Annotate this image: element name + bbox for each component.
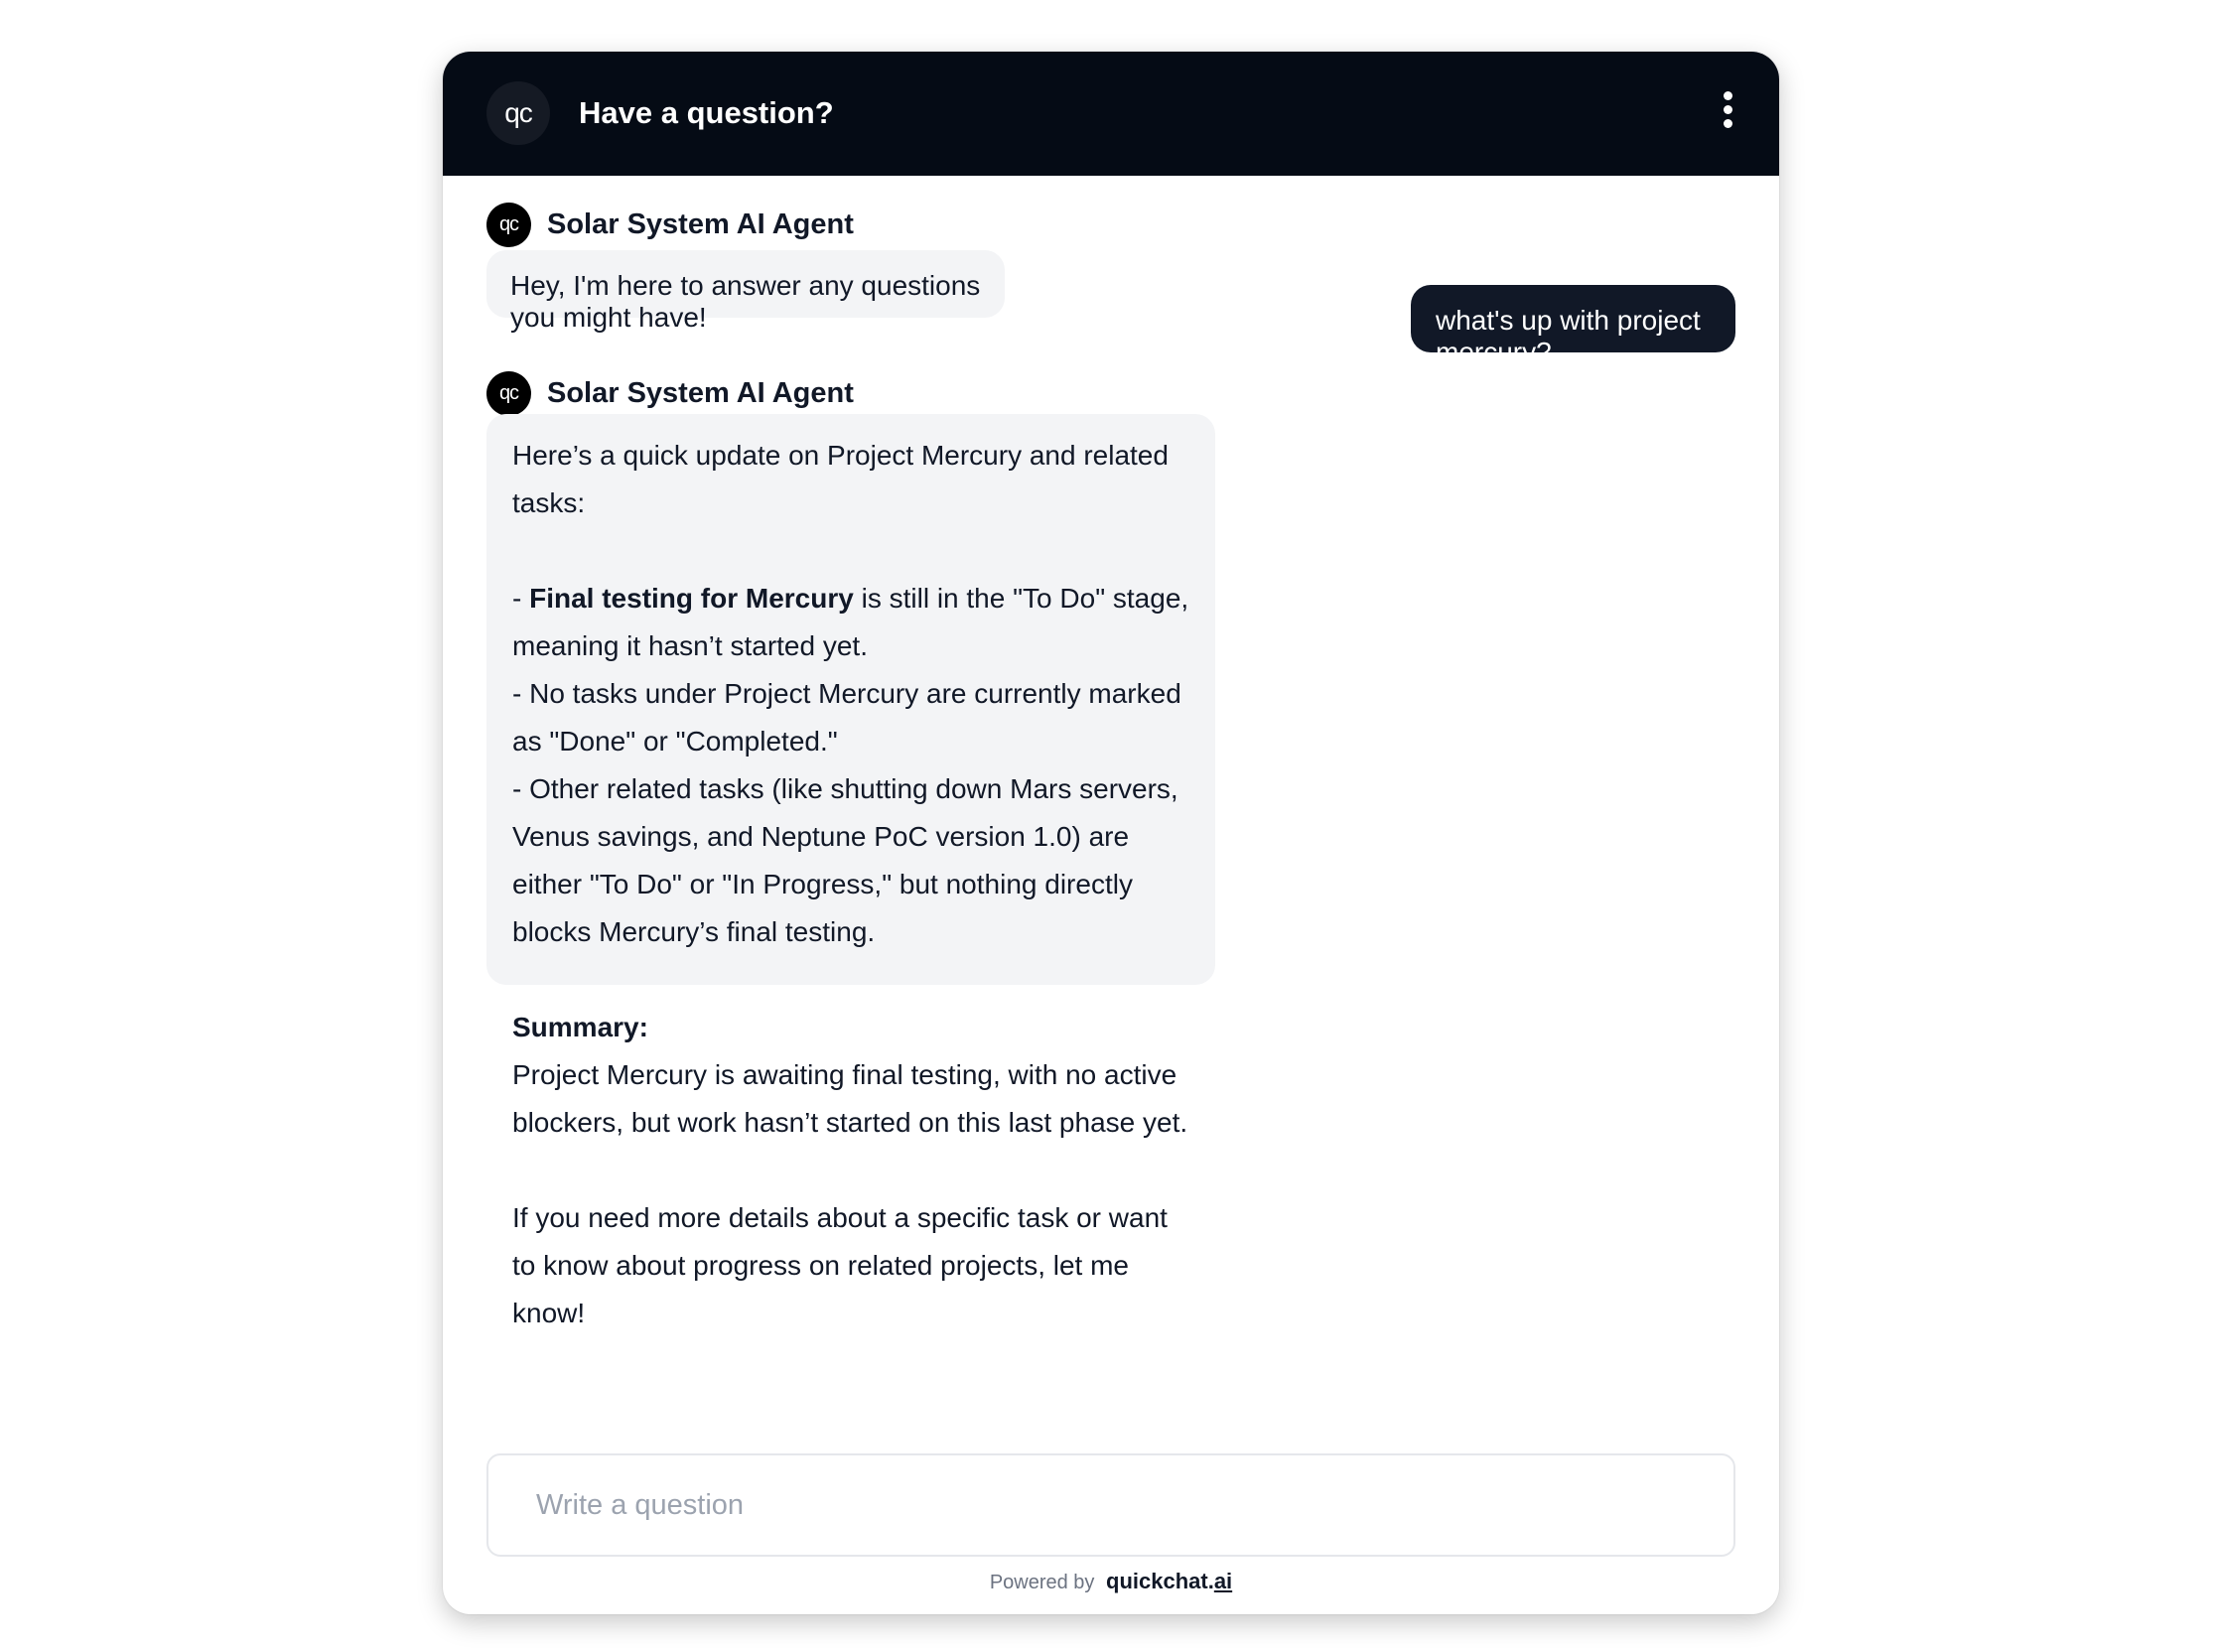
chat-widget (443, 52, 1779, 1614)
agent-avatar-icon: qc (486, 371, 531, 416)
quickchat-brand-link[interactable]: quickchat.ai (1106, 1569, 1233, 1593)
agent-name: Solar System AI Agent (547, 208, 854, 240)
bullet-related-tasks: - Other related tasks (like shutting down Mars servers, Venus savings, and Neptune PoC version 1.0) are either "To Do" or "In Progress," but nothing directly blocks Mercury’s final testing. (512, 773, 1178, 947)
bullet-bold-text: Final testing for Mercury (529, 583, 854, 614)
closing-text: If you need more details about a specific task or want to know about progress on related projects, let me know! (512, 1202, 1168, 1328)
question-input-container[interactable] (486, 1453, 1735, 1557)
agent-name: Solar System AI Agent (547, 377, 854, 409)
bullet-rest-text: is still in the "To Do" stage, meaning it hasn’t started yet. (512, 583, 1189, 661)
chat-header (443, 52, 1779, 176)
summary-text: Project Mercury is awaiting final testing, with no active blockers, but work hasn’t started on this last phase yet. (512, 1059, 1188, 1138)
agent-avatar-icon: qc (486, 203, 531, 247)
summary-label: Summary: (512, 1012, 648, 1042)
user-message-text: what's up with project mercury? (1436, 305, 1701, 367)
agent-header (486, 203, 854, 247)
powered-by-label: Powered by (989, 1572, 1095, 1593)
bot-message-text (512, 432, 1189, 1337)
bot-message-bubble (486, 250, 1005, 333)
chat-title: Have a question? (579, 95, 834, 130)
bot-message-text: Hey, I'm here to answer any questions you might have! (510, 270, 981, 333)
bullet-final-testing: - Final testing for Mercury is still in the "To Do" stage, meaning it hasn’t started yet. (512, 583, 1189, 661)
bot-message-bubble (486, 414, 1215, 1328)
bullet-no-done: - No tasks under Project Mercury are currently marked as "Done" or "Completed." (512, 678, 1181, 757)
quickchat-logo-icon: qc (486, 81, 550, 145)
powered-by-footer (443, 1569, 1779, 1594)
update-intro: Here’s a quick update on Project Mercury and related tasks: (512, 440, 1169, 518)
vertical-ellipsis-icon[interactable] (1716, 91, 1739, 137)
agent-header (486, 371, 854, 416)
user-message-bubble (1411, 285, 1735, 367)
question-input[interactable] (534, 1488, 1733, 1523)
